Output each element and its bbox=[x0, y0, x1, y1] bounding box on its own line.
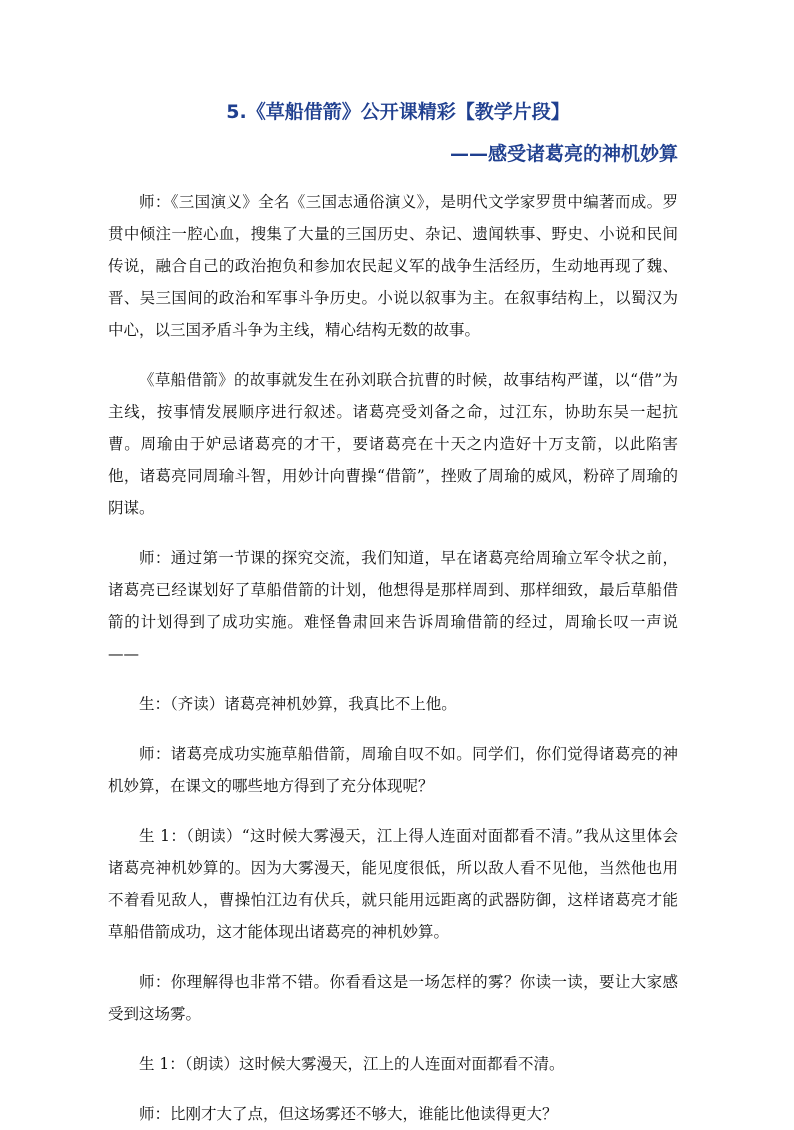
paragraph-teacher-prompt: 师：你理解得也非常不错。你看看这是一场怎样的雾？你读一读，要让大家感受到这场雾。 bbox=[108, 973, 678, 1023]
document-body bbox=[108, 186, 678, 1130]
page-subtitle: ——感受诸葛亮的神机妙算 bbox=[449, 143, 678, 165]
paragraph-teacher-recap: 师：通过第一节课的探究交流，我们知道，早在诸葛亮给周瑜立军令状之前，诸葛亮已经谋划好了草船借箭的计划，他想得是那样周到、那样细致，最后草船借箭的计划得到了成功实施。难怪鲁肃回来告诉周瑜借箭的经过，周瑜长叹一声说—— bbox=[108, 549, 678, 663]
paragraph-teacher-question: 师：诸葛亮成功实施草船借箭，周瑜自叹不如。同学们，你们觉得诸葛亮的神机妙算，在课文的哪些地方得到了充分体现呢？ bbox=[108, 745, 678, 795]
paragraph-students-read: 生：（齐读）诸葛亮神机妙算，我真比不上他。 bbox=[139, 695, 457, 713]
paragraph-teacher-challenge: 师：比刚才大了点，但这场雾还不够大，谁能比他读得更大？ bbox=[139, 1105, 558, 1123]
paragraph-student1-reread: 生 1：（朗读）这时候大雾漫天，江上的人连面对面都看不清。 bbox=[139, 1055, 565, 1073]
paragraph-story-summary: 《草船借箭》的故事就发生在孙刘联合抗曹的时候，故事结构严谨，以“借”为主线，按事情发展顺序进行叙述。诸葛亮受刘备之命，过江东，协助东吴一起抗曹。周瑜由于妒忌诸葛亮的才干，要诸葛亮在十天之内造好十万支箭，以此陷害他，诸葛亮同周瑜斗智，用妙计向曹操“借箭”，挫败了周瑜的威风，粉碎了周瑜的阴谋。 bbox=[108, 371, 678, 517]
paragraph-student1-answer: 生 1：（朗读）“这时候大雾漫天，江上得人连面对面都看不清。”我从这里体会诸葛亮神机妙算的。因为大雾漫天，能见度很低，所以敌人看不见他，当然他也用不着看见敌人，曹操怕江边有伏兵，就只能用远距离的武器防御，这样诸葛亮才能草船借箭成功，这才能体现出诸葛亮的神机妙算。 bbox=[108, 827, 678, 941]
page-title: 5.《草船借箭》公开课精彩【教学片段】 bbox=[226, 101, 570, 123]
paragraph-intro-teacher: 师：《三国演义》全名《三国志通俗演义》，是明代文学家罗贯中编著而成。罗贯中倾注一腔心血，搜集了大量的三国历史、杂记、遗闻轶事、野史、小说和民间传说，融合自己的政治抱负和参加农民起义军的战争生活经历，生动地再现了魏、晋、吴三国间的政治和军事斗争历史。小说以叙事为主。在叙事结构上，以蜀汉为中心，以三国矛盾斗争为主线，精心结构无数的故事。 bbox=[108, 193, 678, 339]
